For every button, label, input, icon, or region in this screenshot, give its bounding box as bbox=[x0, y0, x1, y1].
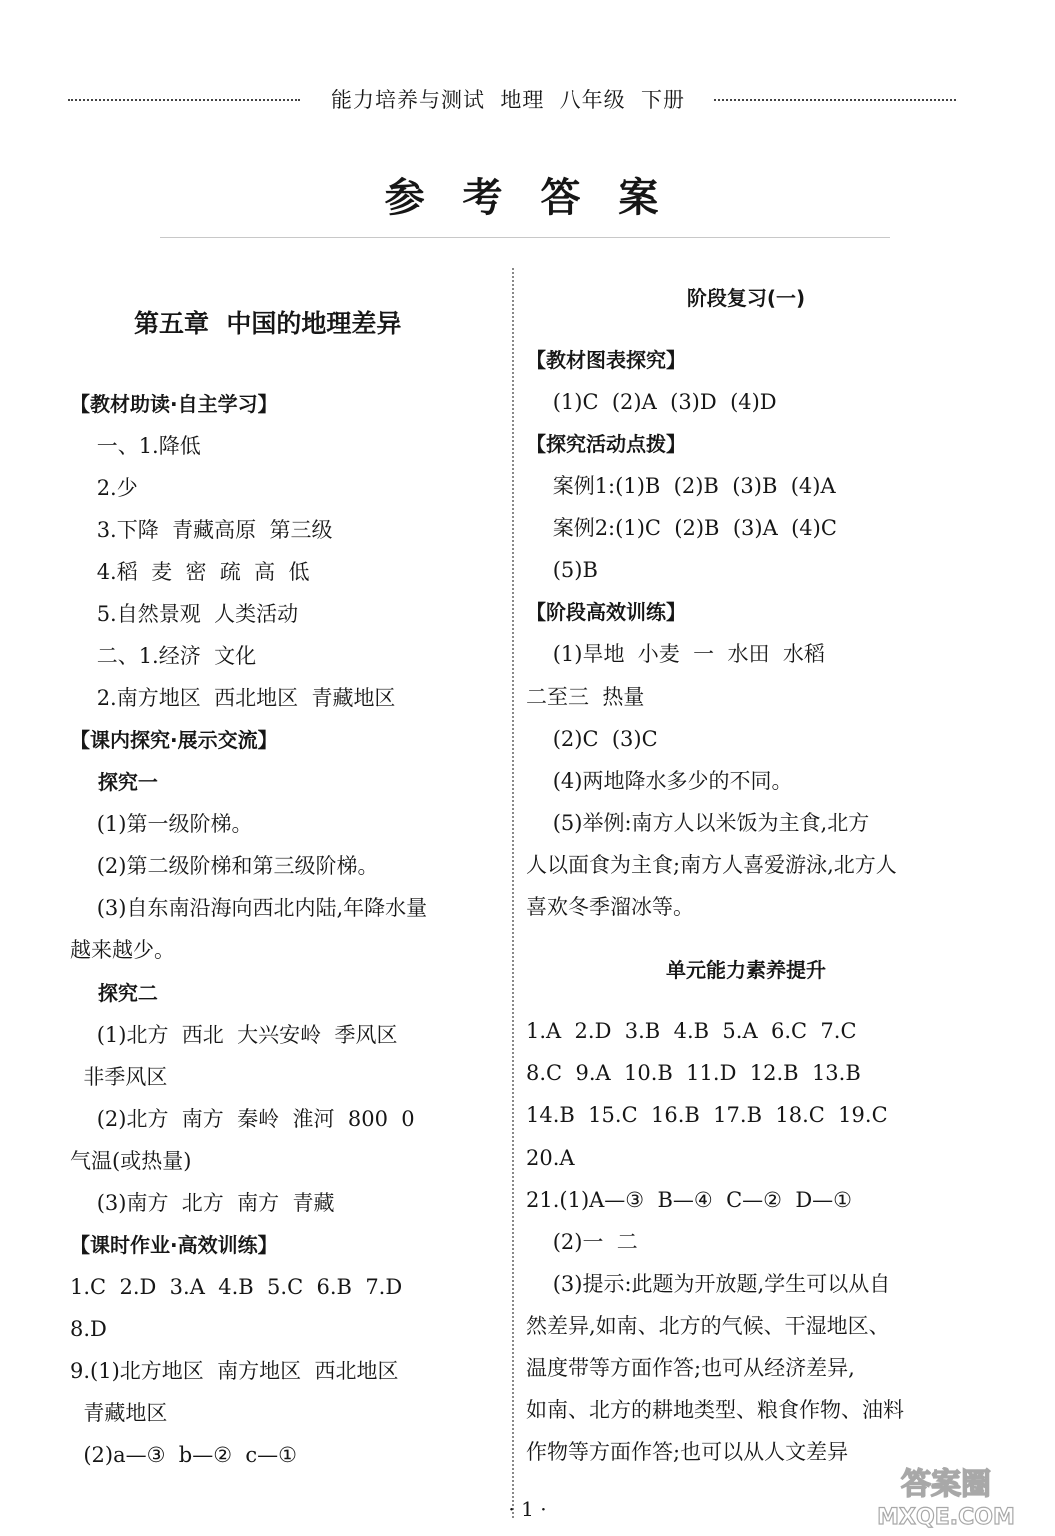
answer-line: 青藏地区 bbox=[70, 1401, 168, 1425]
header-dotted-rule-right bbox=[714, 99, 956, 101]
header-dotted-rule-left bbox=[68, 99, 300, 101]
answer-line: (2)北方 南方 秦岭 淮河 800 0 bbox=[70, 1107, 415, 1131]
subheading: 探究二 bbox=[70, 981, 158, 1005]
answer-line: 1.C 2.D 3.A 4.B 5.C 6.B 7.D bbox=[70, 1275, 403, 1299]
answer-line: 8.D bbox=[70, 1317, 107, 1341]
answer-line: (1)C (2)A (3)D (4)D bbox=[526, 390, 777, 414]
answer-line: (3)南方 北方 南方 青藏 bbox=[70, 1191, 335, 1215]
answer-line: (1)旱地 小麦 一 水田 水稻 bbox=[526, 642, 825, 666]
header-text: 能力培养与测试 地理 八年级 下册 bbox=[330, 88, 686, 112]
answer-line: 二至三 热量 bbox=[526, 685, 645, 709]
answer-line: 一、1.降低 bbox=[70, 434, 201, 458]
section-heading: 【课内探究·展示交流】 bbox=[70, 728, 278, 752]
chapter-title: 第五章 中国的地理差异 bbox=[134, 309, 402, 338]
answer-line: 作物等方面作答;也可以从人文差异 bbox=[526, 1440, 849, 1464]
answer-line: (3)提示:此题为开放题,学生可以从自 bbox=[526, 1272, 891, 1296]
answer-line: 1.A 2.D 3.B 4.B 5.A 6.C 7.C bbox=[526, 1019, 857, 1043]
answer-line: (2)第二级阶梯和第三级阶梯。 bbox=[70, 854, 379, 878]
page-number: · 1 · bbox=[508, 1497, 547, 1521]
answer-line: 9.(1)北方地区 南方地区 西北地区 bbox=[70, 1359, 399, 1383]
section-heading: 【教材图表探究】 bbox=[526, 348, 686, 372]
section-heading: 【教材助读·自主学习】 bbox=[70, 392, 278, 416]
answer-line: 喜欢冬季溜冰等。 bbox=[526, 895, 694, 919]
answer-line: 然差异,如南、北方的气候、干湿地区、 bbox=[526, 1314, 890, 1338]
answer-line: 气温(或热量) bbox=[70, 1149, 192, 1173]
answer-line: 21.(1)A—③ B—④ C—② D—① bbox=[526, 1188, 853, 1212]
answer-line: (1)北方 西北 大兴安岭 季风区 bbox=[70, 1023, 398, 1047]
answer-line: 越来越少。 bbox=[70, 938, 175, 962]
watermark-logo bbox=[836, 1458, 1046, 1532]
answer-line: 20.A bbox=[526, 1146, 575, 1170]
answer-line: (2)一 二 bbox=[526, 1230, 638, 1254]
answer-line: 案例1:(1)B (2)B (3)B (4)A bbox=[526, 474, 836, 498]
unit-heading: 单元能力素养提升 bbox=[666, 958, 826, 982]
answer-line: 4.稻 麦 密 疏 高 低 bbox=[70, 560, 310, 584]
title-underline bbox=[160, 237, 890, 238]
answer-line: 2.少 bbox=[70, 476, 138, 500]
subheading: 探究一 bbox=[70, 770, 158, 794]
answer-line: 案例2:(1)C (2)B (3)A (4)C bbox=[526, 516, 837, 540]
section-heading: 【阶段高效训练】 bbox=[526, 600, 686, 624]
page-title: 参 考 答 案 bbox=[384, 175, 671, 221]
answer-line: 二、1.经济 文化 bbox=[70, 644, 257, 668]
svg-text:MXQE.COM: MXQE.COM bbox=[877, 1505, 1015, 1530]
running-header bbox=[68, 84, 956, 118]
answer-line: (1)第一级阶梯。 bbox=[70, 812, 253, 836]
answer-line: 人以面食为主食;南方人喜爱游泳,北方人 bbox=[526, 853, 897, 877]
answer-line: 非季风区 bbox=[70, 1065, 168, 1089]
svg-text:答案圈: 答案圈 bbox=[901, 1467, 991, 1502]
answer-line: 2.南方地区 西北地区 青藏地区 bbox=[70, 686, 396, 710]
answer-line: 温度带等方面作答;也可从经济差异, bbox=[526, 1356, 855, 1380]
section-heading: 【探究活动点拨】 bbox=[526, 432, 686, 456]
answer-line: (4)两地降水多少的不同。 bbox=[526, 769, 793, 793]
review-heading: 阶段复习(一) bbox=[686, 286, 806, 310]
answer-line: 8.C 9.A 10.B 11.D 12.B 13.B bbox=[526, 1061, 861, 1085]
answer-line: (5)举例:南方人以米饭为主食,北方 bbox=[526, 811, 870, 835]
answer-line: (2)C (3)C bbox=[526, 727, 658, 751]
answer-line: 14.B 15.C 16.B 17.B 18.C 19.C bbox=[526, 1103, 888, 1127]
column-divider bbox=[512, 268, 514, 1518]
answer-line: (2)a—③ b—② c—① bbox=[70, 1443, 298, 1467]
answer-line: (3)自东南沿海向西北内陆,年降水量 bbox=[70, 896, 428, 920]
answer-line: 5.自然景观 人类活动 bbox=[70, 602, 299, 626]
answer-line: 如南、北方的耕地类型、粮食作物、油料 bbox=[526, 1398, 904, 1422]
section-heading: 【课时作业·高效训练】 bbox=[70, 1233, 278, 1257]
answer-line: 3.下降 青藏高原 第三级 bbox=[70, 518, 333, 542]
answer-line: (5)B bbox=[526, 558, 598, 582]
